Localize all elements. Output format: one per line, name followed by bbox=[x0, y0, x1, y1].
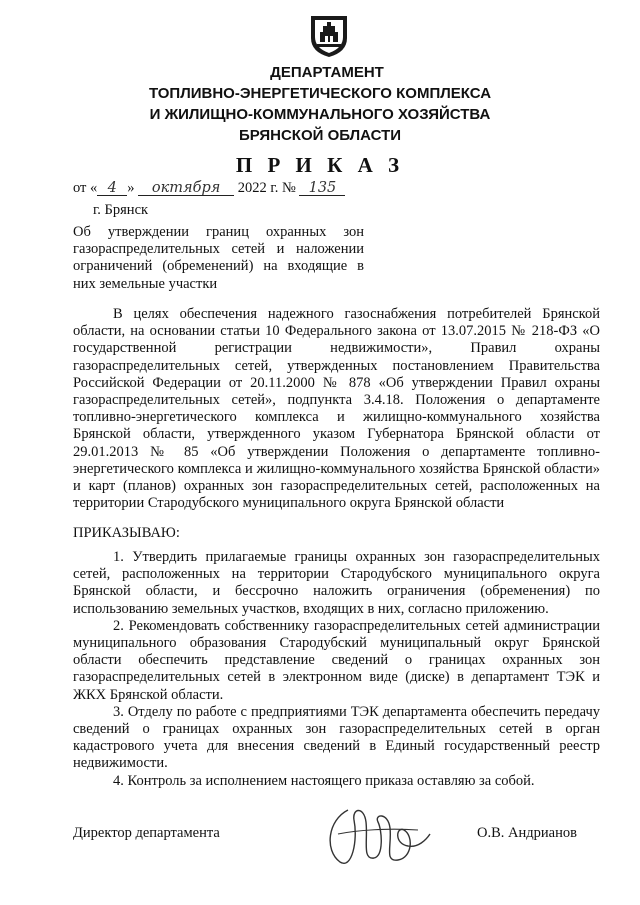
date-day: 4 bbox=[97, 181, 127, 196]
department-header bbox=[0, 62, 640, 146]
date-year: 2022 г. bbox=[237, 180, 279, 196]
order-item: 2. Рекомендовать собственнику газораспределительных сетей администрации муниципального образования Стародубский муниципальный округ Брянской области обеспечить представление сведений о границах охранных зон газораспределительных сетей в электронном виде (диске) в департамент ТЭК и ЖКХ Брянской области. bbox=[73, 617, 600, 703]
signer-name: О.В. Андрианов bbox=[477, 825, 577, 841]
order-items bbox=[73, 549, 600, 790]
order-word: ПРИКАЗЫВАЮ: bbox=[73, 525, 180, 541]
number-label: № bbox=[281, 180, 296, 196]
city: г. Брянск bbox=[93, 202, 149, 218]
date-prefix: от « bbox=[73, 180, 98, 196]
header-line-4: БРЯНСКОЙ ОБЛАСТИ bbox=[238, 127, 402, 144]
header-line-1: ДЕПАРТАМЕНТ bbox=[270, 64, 384, 81]
coat-of-arms-icon bbox=[308, 12, 350, 58]
signer-position: Директор департамента bbox=[73, 825, 220, 841]
signature-icon bbox=[318, 800, 438, 872]
order-number: 135 bbox=[299, 181, 345, 196]
date-month: октября bbox=[138, 181, 234, 196]
order-item: 3. Отделу по работе с предприятиями ТЭК департамента обеспечить передачу сведений о границах охранных зон газораспределительных сетей в орган кадастрового учета для внесения сведений в Единый государственный реестр недвижимости. bbox=[73, 703, 600, 772]
preamble: В целях обеспечения надежного газоснабжения потребителей Брянской области, на основании статьи 10 Федерального закона от 13.07.2015 № 218-ФЗ «О государственной регистрации недвижимости», Правил охраны газораспределительных сетей, утвержденных постановлением Правительства Российской Федерации от 20.11.2000 № 878 «Об утверждении Правил охраны газораспределительных сетей», подпункта 3.4.18. Положения о департаменте топливно-энергетического комплекса и жилищно-коммунального хозяйства Брянской области, утвержденного указом Губернатора Брянской области от 29.01.2013 № 85 «Об утверждении Положения о департаменте топливно-энергетического комплекса и жилищно-коммунального хозяйства Брянской области» и карт (планов) охранных зон газораспределительных сетей, расположенных на территории Стародубского муниципального округа Брянской области bbox=[73, 306, 600, 512]
order-subject: Об утверждении границ охранных зон газораспределительных сетей и наложении ограничений (обременений) на входящие в них земельные участки bbox=[73, 224, 364, 292]
date-line bbox=[73, 180, 345, 197]
header-line-2: ТОПЛИВНО-ЭНЕРГЕТИЧЕСКОГО КОМПЛЕКСА bbox=[148, 85, 492, 102]
order-item: 1. Утвердить прилагаемые границы охранных зон газораспределительных сетей, расположенных на территории Стародубского муниципального округа Брянской области, и бессрочно наложить ограничения (обременения) по использованию земельных участков, входящих в них, согласно приложению. bbox=[73, 549, 600, 617]
document-title: П Р И К А З bbox=[235, 153, 405, 177]
order-item: 4. Контроль за исполнением настоящего приказа оставляю за собой. bbox=[113, 772, 535, 789]
header-line-3: И ЖИЛИЩНО-КОММУНАЛЬНОГО ХОЗЯЙСТВА bbox=[149, 106, 491, 123]
date-sep: » bbox=[127, 180, 135, 196]
